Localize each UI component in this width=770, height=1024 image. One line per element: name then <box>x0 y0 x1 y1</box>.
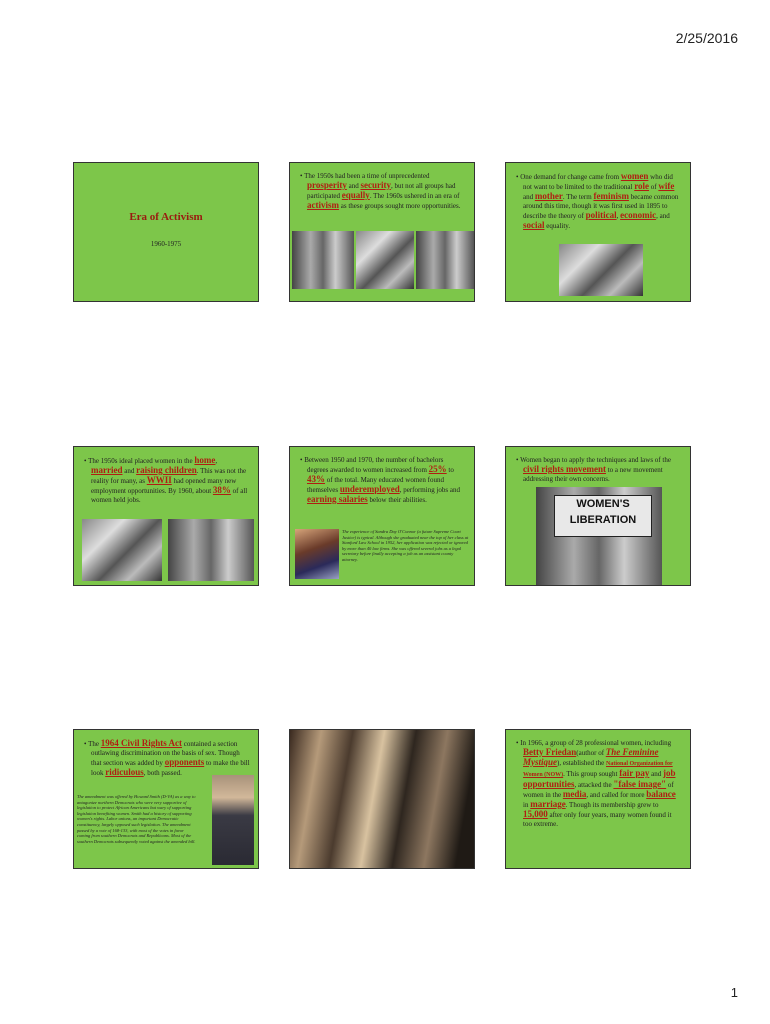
womens-liberation-sign-icon: WOMEN'S LIBERATION <box>554 495 652 537</box>
slide-era-of-activism <box>73 162 259 302</box>
slide-text: • Between 1950 and 1970, the number of bachelors degrees awarded to women increased from 25% to 43% of the total. Many educated women found themselves underemployed, performing jobs and earning salaries below their abilities. <box>300 456 460 504</box>
howard-smith-photo <box>212 775 254 865</box>
page-number: 1 <box>730 985 738 1000</box>
oconnor-caption: The experience of Sandra Day O'Connor (a future Supreme Court Justice) is typical. Although she graduated near the top of her class at Stanford Law School in 1952, her application was rejected or ignored by more than 40 law firms. She was offered several jobs as a legal secretary before finally accepting a job as an assistant county attorney. <box>342 529 469 562</box>
slide-now-founding <box>505 729 691 869</box>
slide-womens-liberation <box>505 446 691 586</box>
howard-smith-caption: The amendment was offered by Howard Smith (D-VA) as a way to antagonize northern Democrats who were very supportive of legislation to protect African Americans but wary of supporting legislation benefiting women. Smith had a history of supporting women's rights. Labor unions, an important Democratic constituency, largely opposed such legislation. The amendment passed by a vote of 168-133, with most of the votes in favor coming from southern Democrats and Republicans. Most of the southern Democrats subsequently voted against the amended bill. <box>77 794 196 844</box>
womens-liberation-protest-photo <box>536 487 662 585</box>
crowd-photo <box>416 231 474 289</box>
sandra-day-oconnor-photo <box>295 529 339 579</box>
slide-title: Era of Activism <box>129 211 203 223</box>
print-date: 2/25/2016 <box>675 30 738 46</box>
slide-crowd-photo <box>289 729 475 869</box>
slide-civil-rights-act <box>73 729 259 869</box>
slide-demand-for-change <box>505 162 691 302</box>
factory-workers-photo <box>82 519 162 581</box>
slide-text: • One demand for change came from women who did not want to be limited to the traditional role of wife and mother. The term feminism became common around this time, though it was first used in 1895 to describe the theory of political, economic, and social equality. <box>516 171 679 230</box>
slide-text: • Women began to apply the techniques and laws of the civil rights movement to a new movement addressing their own concerns. <box>516 456 671 483</box>
housewife-photo <box>559 244 643 296</box>
slide-text: • In 1966, a group of 28 professional women, including Betty Friedan(author of The Feminine Mystique), established the National Organization for Women (NOW). This group sought fair pay and job opportunities, attacked the "false image" of women in the media, and called for more balance in marriage. Though its membership grew to 15,000 after only four years, many women found it too extreme. <box>516 739 676 828</box>
blurred-crowd-photo <box>290 730 475 869</box>
slide-1950s-ideal <box>73 446 259 586</box>
slide-text: • The 1964 Civil Rights Act contained a section outlawing discrimination on the basis of sex. Though that section was added by opponents to make the bill look ridiculous, both passed. <box>84 738 250 777</box>
slide-text: • The 1950s ideal placed women in the home, married and raising children. This was not the reality for many, as WWII had opened many new employment opportunities. By 1960, about 38% of all women held jobs. <box>84 455 248 504</box>
slide-1950s-prosperity <box>289 162 475 302</box>
protest-photo <box>292 231 354 289</box>
slide-subtitle: 1960-1975 <box>150 240 182 248</box>
slide-bachelors-degrees <box>289 446 475 586</box>
slide-text: • The 1950s had been a time of unprecedented prosperity and security, but not all groups had participated equally. The 1960s ushered in an era of activism as these groups sought more opportunities. <box>300 172 461 210</box>
assembly-line-photo <box>168 519 254 581</box>
march-photo <box>356 231 414 289</box>
